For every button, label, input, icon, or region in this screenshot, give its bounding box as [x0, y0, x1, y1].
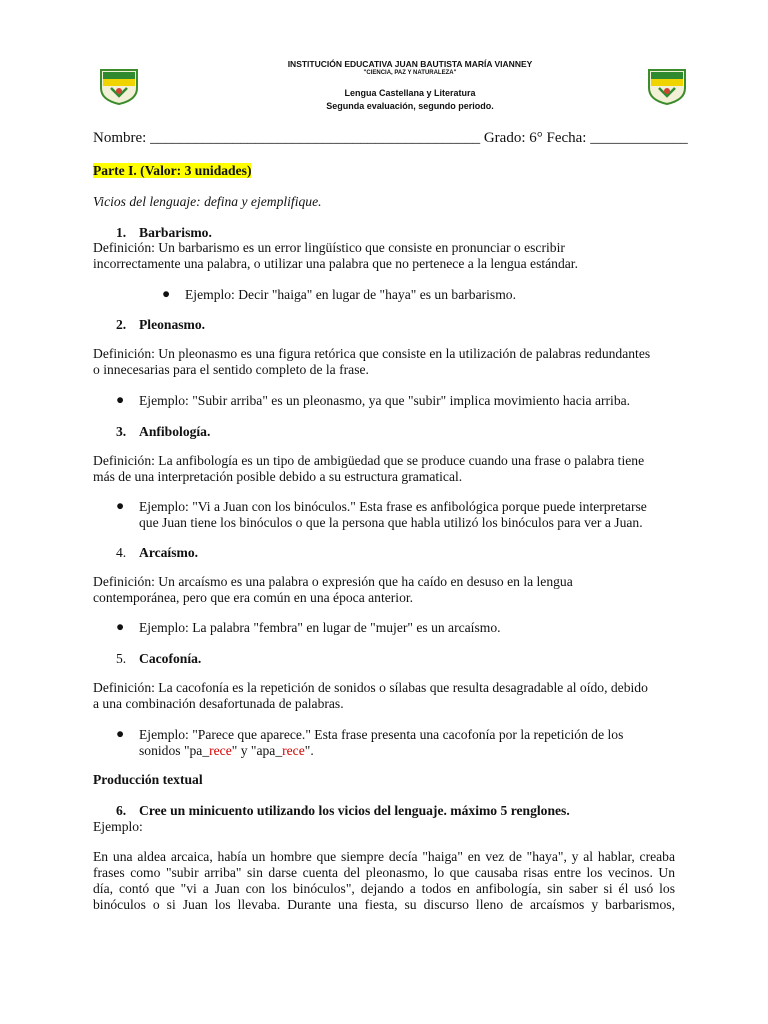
institution-motto: "CIENCIA, PAZ Y NATURALEZA"	[363, 70, 457, 76]
evaluation-title: Segunda evaluación, segundo periodo.	[326, 101, 494, 111]
production-task: Cree un minicuento utilizando los vicios del lenguaje. máximo 5 renglones.	[139, 803, 570, 818]
name-label: Nombre: ____________________________________________	[93, 130, 481, 146]
item-title-cacofonia: Cacofonía.	[139, 651, 202, 666]
subject-title: Lengua Castellana y Literatura	[344, 88, 476, 98]
part1-title: Parte I. (Valor: 3 unidades)	[93, 163, 252, 178]
definition-line: Definición: La cacofonía es la repetición de sonidos o sílabas que resulta desagradable al oído, debido	[93, 680, 648, 695]
example-line: Ejemplo: "Subir arriba" es un pleonasmo, ya que "subir" implica movimiento hacia arriba.	[139, 393, 631, 408]
bullet-icon: ●	[162, 286, 171, 301]
item-number: 3.	[116, 424, 127, 439]
definition-line: Definición: La anfibología es un tipo de ambigüedad que se produce cuando una frase o palabra tiene	[93, 453, 645, 468]
definition-line: contemporánea, pero que era común en una época anterior.	[93, 590, 414, 605]
item-title-pleonasmo: Pleonasmo.	[139, 317, 206, 332]
item-number: 2.	[116, 317, 127, 332]
story-line: frases como "subir arriba" sin darse cuenta del pleonasmo, lo que causaba risas entre los vecinos. Un	[93, 865, 675, 880]
production-title: Producción textual	[93, 772, 203, 787]
example-line-sounds: sonidos "pa_rece" y "apa_rece".	[139, 743, 314, 758]
name-field-line[interactable]	[93, 130, 688, 147]
item-number: 1.	[116, 225, 127, 240]
bullet-icon: ●	[116, 619, 125, 634]
story-line: binóculos o si Juan los llevaba. Durante una fiesta, su discurso lleno de arcaísmos y barbarismos,	[93, 897, 675, 912]
highlighted-syllable: rece	[282, 743, 305, 758]
definition-line: a una combinación desafortunada de palabras.	[93, 696, 344, 711]
bullet-icon: ●	[116, 498, 125, 513]
definition-line: incorrectamente una palabra, o utilizar una palabra que no pertenece a la lengua estándar.	[93, 256, 578, 271]
example-line: Ejemplo: Decir "haiga" en lugar de "haya" es un barbarismo.	[185, 287, 516, 302]
example-label: Ejemplo:	[93, 819, 143, 834]
item-number: 6.	[116, 803, 127, 818]
definition-line: más de una interpretación posible debido a su estructura gramatical.	[93, 469, 463, 484]
example-line: Ejemplo: "Vi a Juan con los binóculos." Esta frase es anfibológica porque puede interpretarse	[139, 499, 647, 514]
definition-line: o innecesarias para el sentido completo de la frase.	[93, 362, 369, 377]
definition-line: Definición: Un arcaísmo es una palabra o expresión que ha caído en desuso en la lengua	[93, 574, 573, 589]
institution-name: INSTITUCIÓN EDUCATIVA JUAN BAUTISTA MARÍA VIANNEY	[287, 59, 533, 69]
item-title-arcaismo: Arcaísmo.	[139, 545, 199, 560]
bullet-icon: ●	[116, 392, 125, 407]
story-line: En una aldea arcaica, había un hombre que siempre decía "haiga" en vez de "haya", y al hablar, creaba	[93, 849, 675, 864]
grade-date-label: Grado: 6° Fecha: _____________	[483, 130, 688, 146]
item-title-anfibologia: Anfibología.	[139, 424, 211, 439]
example-line: que Juan tiene los binóculos o que la persona que habla utilizó los binóculos para ver a Juan.	[139, 515, 643, 530]
school-logo-left	[97, 66, 141, 106]
definition-line: Definición: Un barbarismo es un error lingüístico que consiste en pronunciar o escribir	[93, 240, 565, 255]
part1-instruction: Vicios del lenguaje: defina y ejemplifique.	[93, 194, 322, 209]
example-line: Ejemplo: La palabra "fembra" en lugar de "mujer" es un arcaísmo.	[139, 620, 501, 635]
bullet-icon: ●	[116, 726, 125, 741]
item-title-barbarismo: Barbarismo.	[139, 225, 212, 240]
highlighted-syllable: rece	[209, 743, 232, 758]
definition-line: Definición: Un pleonasmo es una figura retórica que consiste en la utilización de palabras redundantes	[93, 346, 651, 361]
school-logo-right	[645, 66, 689, 106]
item-number: 5.	[116, 651, 127, 666]
story-line: día, contó que "vi a Juan con los binóculos", dejando a todos en anfibología, sin saber si él usó los	[93, 881, 675, 896]
item-number: 4.	[116, 545, 127, 560]
example-line: Ejemplo: "Parece que aparece." Esta frase presenta una cacofonía por la repetición de los	[139, 727, 624, 742]
